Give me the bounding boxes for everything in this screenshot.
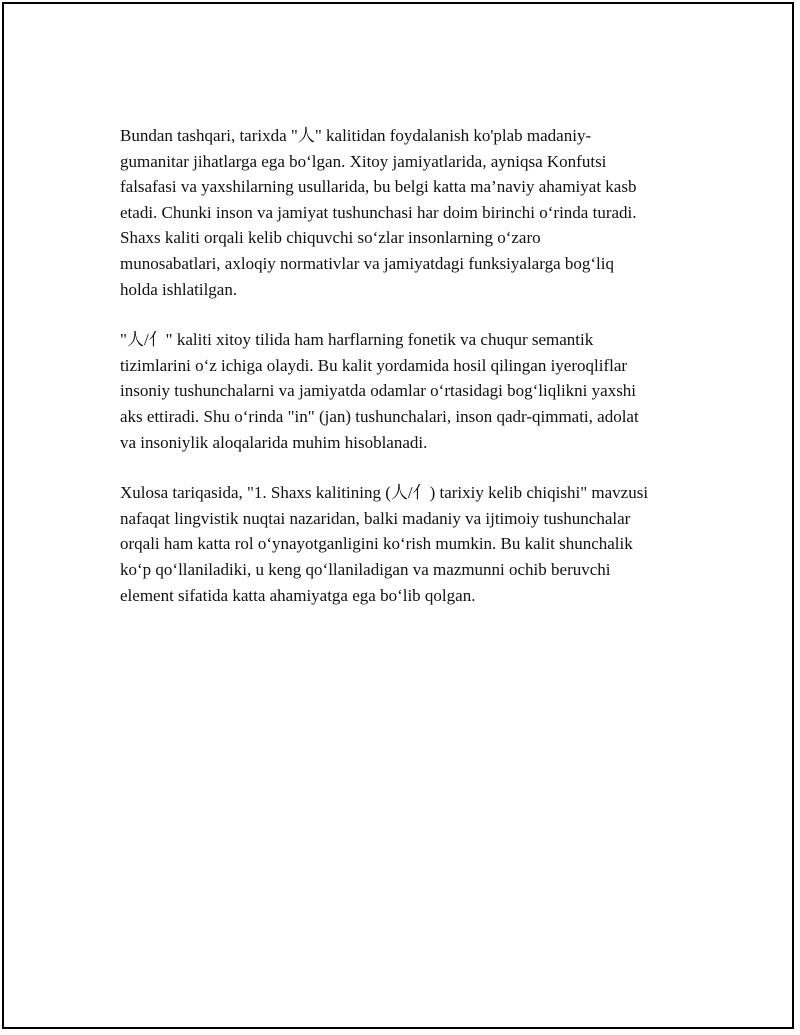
- paragraph-line: falsafasi va yaxshilarning usullarida, bu belgi katta ma’naviy ahamiyat kasb: [120, 177, 637, 197]
- document-body: [120, 123, 688, 633]
- paragraph-line: Xulosa tariqasida, "1. Shaxs kalitining (人/亻) tarixiy kelib chiqishi" mavzusi: [120, 483, 649, 503]
- paragraph-line: tizimlarini o‘z ichiga olaydi. Bu kalit yordamida hosil qilingan iyeroqliflar: [120, 355, 628, 375]
- paragraph-line: aks ettiradi. Shu o‘rinda "in" (jan) tushunchalari, inson qadr-qimmati, adolat: [120, 406, 639, 426]
- paragraph-line: element sifatida katta ahamiyatga ega bo‘lib qolgan.: [120, 585, 476, 605]
- paragraph-line: nafaqat lingvistik nuqtai nazaridan, balki madaniy va ijtimoiy tushunchalar: [120, 508, 631, 528]
- paragraph-line: Shaxs kaliti orqali kelib chiquvchi so‘zlar insonlarning o‘zaro: [120, 228, 541, 248]
- paragraph-line: gumanitar jihatlarga ega bo‘lgan. Xitoy jamiyatlarida, ayniqsa Konfutsi: [120, 151, 607, 171]
- paragraph-line: etadi. Chunki inson va jamiyat tushunchasi har doim birinchi o‘rinda turadi.: [120, 202, 637, 222]
- paragraph-line: va insoniylik aloqalarida muhim hisoblanadi.: [120, 432, 428, 452]
- paragraph-3: [120, 480, 688, 608]
- paragraph-line: holda ishlatilgan.: [120, 279, 238, 299]
- paragraph-2: [120, 327, 688, 455]
- paragraph-line: Bundan tashqari, tarixda "人" kalitidan foydalanish ko'plab madaniy-: [120, 126, 592, 145]
- paragraph-line: "人/亻" kaliti xitoy tilida ham harflarning fonetik va chuqur semantik: [120, 330, 594, 350]
- paragraph-1: [120, 123, 688, 302]
- document-page: [2, 2, 794, 1029]
- paragraph-line: munosabatlari, axloqiy normativlar va jamiyatdagi funksiyalarga bog‘liq: [120, 253, 614, 273]
- paragraph-line: orqali ham katta rol o‘ynayotganligini ko‘rish mumkin. Bu kalit shunchalik: [120, 534, 633, 554]
- paragraph-line: insoniy tushunchalarni va jamiyatda odamlar o‘rtasidagi bog‘liqlikni yaxshi: [120, 381, 637, 401]
- paragraph-line: ko‘p qo‘llaniladiki, u keng qo‘llaniladigan va mazmunni ochib beruvchi: [120, 559, 611, 579]
